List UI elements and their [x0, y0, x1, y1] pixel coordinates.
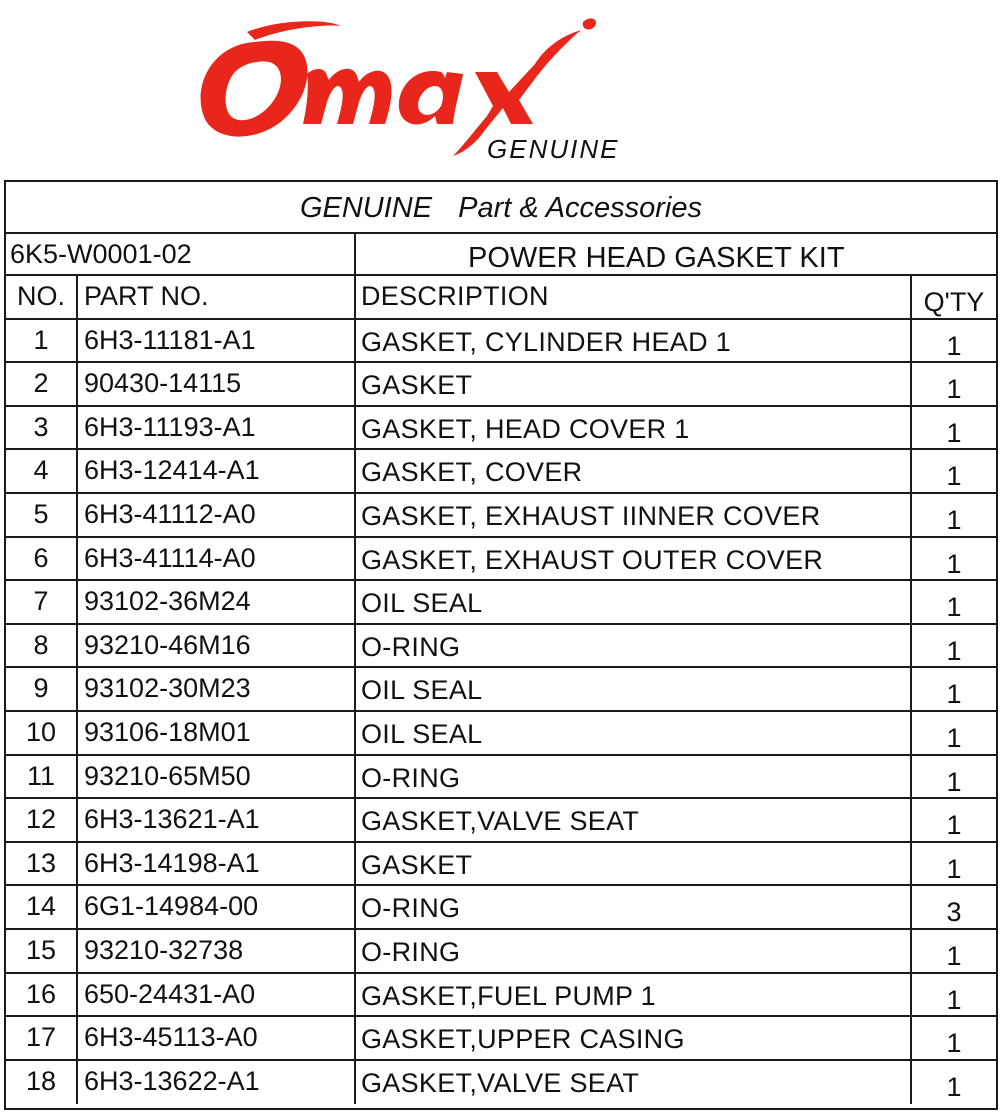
cell-part-no: 93210-32738: [78, 930, 356, 972]
cell-part-no: 6H3-12414-A1: [78, 450, 356, 492]
table-row: [6, 407, 996, 451]
table-row: [6, 1061, 996, 1105]
table-row: [6, 974, 996, 1018]
cell-description: GASKET,FUEL PUMP 1: [356, 974, 912, 1016]
cell-no: 16: [6, 974, 78, 1016]
cell-no: 14: [6, 886, 78, 928]
cell-part-no: 6H3-45113-A0: [78, 1017, 356, 1059]
cell-part-no: 6H3-13621-A1: [78, 799, 356, 841]
table-row: [6, 756, 996, 800]
table-row: [6, 363, 996, 407]
cell-no: 12: [6, 799, 78, 841]
kit-name: POWER HEAD GASKET KIT: [468, 242, 845, 274]
table-row: [6, 712, 996, 756]
omax-logo: [185, 2, 665, 170]
cell-description: GASKET, EXHAUST OUTER COVER: [356, 538, 912, 580]
kit-code: 6K5-W0001-02: [6, 234, 356, 274]
cell-qty: 1: [946, 330, 962, 361]
table-row: [6, 450, 996, 494]
cell-qty: 1: [946, 548, 962, 579]
cell-description: O-RING: [356, 625, 912, 667]
table-row: [6, 799, 996, 843]
cell-qty: 1: [946, 853, 962, 884]
cell-no: 5: [6, 494, 78, 536]
cell-part-no: 93210-65M50: [78, 756, 356, 798]
parts-sheet: [4, 180, 998, 1110]
cell-qty: 1: [946, 374, 962, 405]
cell-qty: 1: [946, 461, 962, 492]
cell-qty: 3: [946, 897, 962, 928]
table-row: [6, 886, 996, 930]
cell-qty: 1: [946, 984, 962, 1015]
cell-no: 7: [6, 581, 78, 623]
header-part-no: PART NO.: [78, 276, 356, 318]
cell-no: 13: [6, 843, 78, 885]
cell-description: GASKET, EXHAUST IINNER COVER: [356, 494, 912, 536]
cell-qty: 1: [946, 722, 962, 753]
cell-part-no: 6H3-41114-A0: [78, 538, 356, 580]
cell-no: 18: [6, 1061, 78, 1105]
cell-part-no: 6H3-14198-A1: [78, 843, 356, 885]
cell-part-no: 93210-46M16: [78, 625, 356, 667]
cell-part-no: 90430-14115: [78, 363, 356, 405]
table-row: [6, 1017, 996, 1061]
cell-part-no: 6H3-13622-A1: [78, 1061, 356, 1105]
cell-description: O-RING: [356, 930, 912, 972]
cell-description: GASKET,VALVE SEAT: [356, 1061, 912, 1105]
cell-description: GASKET, HEAD COVER 1: [356, 407, 912, 449]
table-row: [6, 538, 996, 582]
cell-qty: 1: [946, 679, 962, 710]
table-header-row: [6, 276, 996, 320]
cell-part-no: 93106-18M01: [78, 712, 356, 754]
cell-no: 9: [6, 668, 78, 710]
parts-table: [6, 276, 996, 1104]
cell-qty: 1: [946, 810, 962, 841]
cell-description: OIL SEAL: [356, 712, 912, 754]
cell-no: 4: [6, 450, 78, 492]
omax-logo-graphic: [185, 2, 665, 170]
cell-description: GASKET, COVER: [356, 450, 912, 492]
table-row: [6, 668, 996, 712]
banner-accessories: Part & Accessories: [458, 192, 703, 224]
table-row: [6, 625, 996, 669]
cell-part-no: 93102-30M23: [78, 668, 356, 710]
cell-qty: 1: [946, 766, 962, 797]
logo-tagline: GENUINE: [487, 134, 620, 164]
cell-no: 15: [6, 930, 78, 972]
cell-part-no: 6G1-14984-00: [78, 886, 356, 928]
cell-part-no: 650-24431-A0: [78, 974, 356, 1016]
cell-part-no: 6H3-11193-A1: [78, 407, 356, 449]
cell-description: O-RING: [356, 886, 912, 928]
cell-description: GASKET,UPPER CASING: [356, 1017, 912, 1059]
cell-no: 2: [6, 363, 78, 405]
table-row: [6, 581, 996, 625]
table-row: [6, 494, 996, 538]
cell-no: 10: [6, 712, 78, 754]
cell-no: 3: [6, 407, 78, 449]
header-description: DESCRIPTION: [356, 276, 912, 318]
cell-part-no: 6H3-11181-A1: [78, 320, 356, 362]
cell-qty: 1: [946, 417, 962, 448]
cell-no: 11: [6, 756, 78, 798]
cell-description: O-RING: [356, 756, 912, 798]
cell-qty: 1: [946, 1071, 962, 1102]
kit-row: [6, 234, 996, 276]
cell-description: GASKET: [356, 363, 912, 405]
cell-part-no: 6H3-41112-A0: [78, 494, 356, 536]
cell-description: OIL SEAL: [356, 668, 912, 710]
cell-no: 8: [6, 625, 78, 667]
cell-description: GASKET: [356, 843, 912, 885]
cell-description: GASKET,VALVE SEAT: [356, 799, 912, 841]
table-row: [6, 320, 996, 364]
cell-description: GASKET, CYLINDER HEAD 1: [356, 320, 912, 362]
header-no: NO.: [6, 276, 78, 318]
cell-no: 6: [6, 538, 78, 580]
cell-qty: 1: [946, 504, 962, 535]
table-row: [6, 930, 996, 974]
cell-qty: 1: [946, 940, 962, 971]
cell-no: 17: [6, 1017, 78, 1059]
cell-qty: 1: [946, 592, 962, 623]
cell-part-no: 93102-36M24: [78, 581, 356, 623]
cell-qty: 1: [946, 1028, 962, 1059]
cell-qty: 1: [946, 635, 962, 666]
sheet-banner: [6, 182, 996, 234]
header-qty: Q'TY: [923, 287, 985, 317]
cell-no: 1: [6, 320, 78, 362]
cell-description: OIL SEAL: [356, 581, 912, 623]
table-row: [6, 843, 996, 887]
banner-genuine: GENUINE: [299, 192, 433, 224]
